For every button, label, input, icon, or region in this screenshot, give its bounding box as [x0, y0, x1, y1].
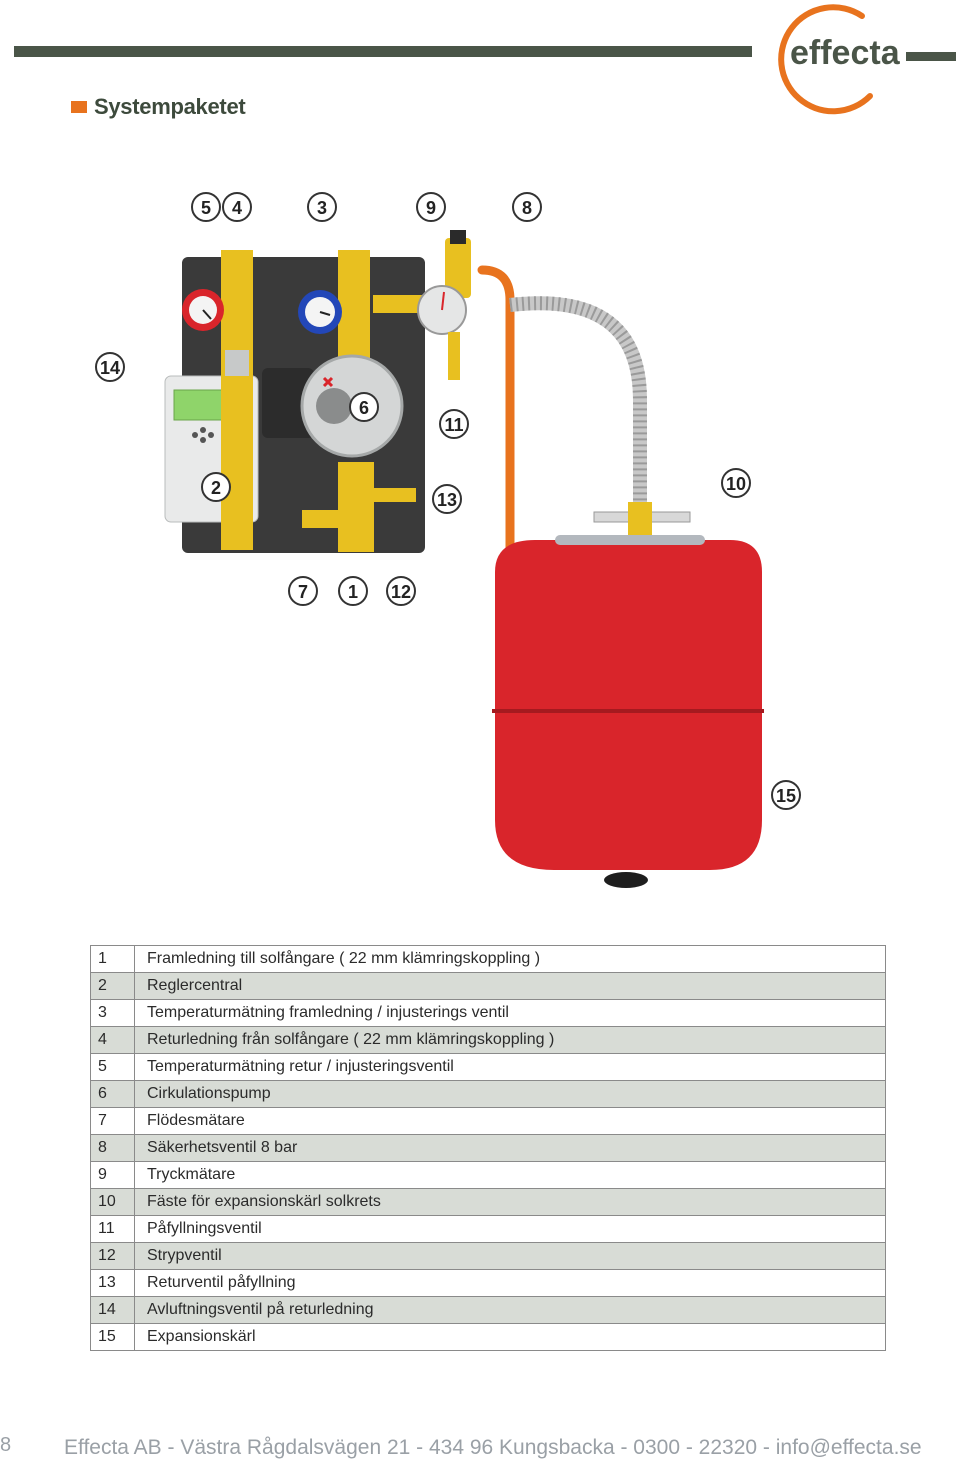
table-row	[91, 1162, 886, 1189]
page-number: 8	[0, 1434, 12, 1456]
part-number: 12	[91, 1243, 135, 1270]
part-number: 14	[91, 1297, 135, 1324]
svg-text:1: 1	[347, 582, 359, 602]
svg-text:3: 3	[316, 198, 328, 218]
svg-text:12: 12	[390, 582, 412, 602]
flow-pipe	[338, 250, 370, 370]
callout-6	[350, 393, 378, 421]
table-row	[91, 1270, 886, 1297]
part-description: Säkerhetsventil 8 bar	[135, 1135, 886, 1162]
callout-11	[440, 410, 468, 438]
part-description: Påfyllningsventil	[135, 1216, 886, 1243]
svg-text:5: 5	[200, 198, 212, 218]
callout-13	[433, 485, 461, 513]
table-row	[91, 946, 886, 973]
callout-14	[96, 353, 124, 381]
table-row	[91, 1189, 886, 1216]
part-description: Fäste för expansionskärl solkrets	[135, 1189, 886, 1216]
callout-15	[772, 781, 800, 809]
callout-9	[417, 193, 445, 221]
part-description: Framledning till solfångare ( 22 mm klämringskoppling )	[135, 946, 886, 973]
part-description: Expansionskärl	[135, 1324, 886, 1351]
table-row	[91, 1108, 886, 1135]
table-row	[91, 1027, 886, 1054]
svg-text:9: 9	[425, 198, 437, 218]
part-description: Flödesmätare	[135, 1108, 886, 1135]
table-row	[91, 1243, 886, 1270]
part-description: Strypventil	[135, 1243, 886, 1270]
table-row	[91, 973, 886, 1000]
part-description: Temperaturmätning framledning / injusterings ventil	[135, 1000, 886, 1027]
svg-text:13: 13	[436, 490, 458, 510]
part-description: Temperaturmätning retur / injusteringsventil	[135, 1054, 886, 1081]
svg-text:8: 8	[521, 198, 533, 218]
part-number: 4	[91, 1027, 135, 1054]
parts-table	[90, 945, 886, 1351]
part-number: 7	[91, 1108, 135, 1135]
section-title: Systempaketet	[94, 94, 246, 119]
table-row	[91, 1081, 886, 1108]
svg-text:15: 15	[775, 786, 797, 806]
callout-4	[223, 193, 251, 221]
flexible-hose	[510, 303, 640, 510]
system-diagram	[90, 180, 797, 900]
svg-text:14: 14	[99, 358, 121, 378]
table-row	[91, 1054, 886, 1081]
part-description: Returventil påfyllning	[135, 1270, 886, 1297]
part-description: Reglercentral	[135, 973, 886, 1000]
header-rule	[14, 46, 752, 57]
return-pipe	[221, 250, 253, 550]
callout-1	[339, 577, 367, 605]
logo-text: effecta	[790, 34, 900, 72]
callout-8	[513, 193, 541, 221]
part-description: Returledning från solfångare ( 22 mm klämringskoppling )	[135, 1027, 886, 1054]
footer-contact: Effecta AB - Västra Rågdalsvägen 21 - 434 96 Kungsbacka - 0300 - 22320 - info@effecta.se	[64, 1436, 922, 1459]
part-number: 10	[91, 1189, 135, 1216]
section-marker	[71, 101, 87, 113]
part-number: 5	[91, 1054, 135, 1081]
part-description: Tryckmätare	[135, 1162, 886, 1189]
header-rule-right	[906, 52, 956, 61]
callout-2	[202, 473, 230, 501]
callout-7	[289, 577, 317, 605]
svg-text:2: 2	[210, 478, 222, 498]
table-row	[91, 1216, 886, 1243]
filling-valve	[448, 332, 460, 380]
svg-text:6: 6	[358, 398, 370, 418]
part-number: 3	[91, 1000, 135, 1027]
callout-5	[192, 193, 220, 221]
table-row	[91, 1297, 886, 1324]
table-row	[91, 1324, 886, 1351]
part-number: 13	[91, 1270, 135, 1297]
effecta-logo	[766, 4, 900, 112]
table-row	[91, 1000, 886, 1027]
part-number: 9	[91, 1162, 135, 1189]
callout-10	[722, 469, 750, 497]
part-number: 8	[91, 1135, 135, 1162]
callout-12	[387, 577, 415, 605]
svg-text:11: 11	[444, 415, 464, 435]
part-description: Cirkulationspump	[135, 1081, 886, 1108]
part-number: 2	[91, 973, 135, 1000]
svg-text:10: 10	[725, 474, 747, 494]
flow-meter	[338, 462, 374, 552]
table-row	[91, 1135, 886, 1162]
part-number: 15	[91, 1324, 135, 1351]
part-number: 1	[91, 946, 135, 973]
part-number: 6	[91, 1081, 135, 1108]
callout-3	[308, 193, 336, 221]
svg-text:7: 7	[297, 582, 309, 602]
part-number: 11	[91, 1216, 135, 1243]
svg-text:4: 4	[231, 198, 243, 218]
expansion-tank	[495, 540, 762, 870]
part-description: Avluftningsventil på returledning	[135, 1297, 886, 1324]
